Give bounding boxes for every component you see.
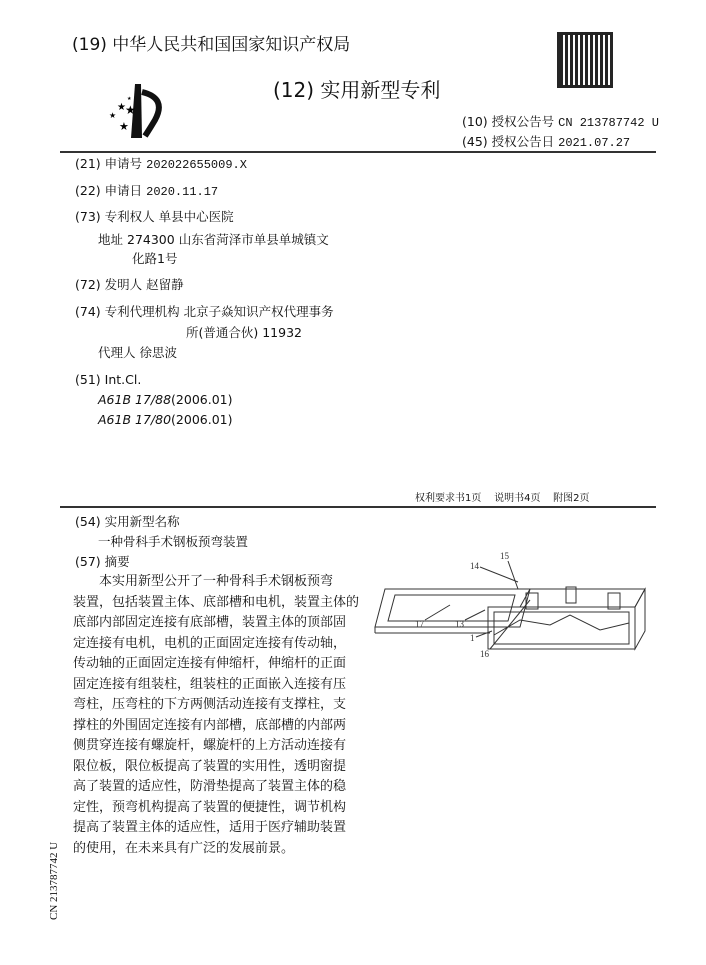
svg-text:★: ★ (117, 102, 126, 113)
abstract-label: (57) 摘要 (75, 554, 130, 569)
agency-label: (74) 专利代理机构 (75, 304, 180, 319)
figure-label: 14 (470, 561, 479, 571)
abstract-line: 弯柱，压弯柱的下方两侧活动连接有支撑柱，支 (73, 697, 347, 712)
address: 274300 山东省菏泽市单县单城镇文 (127, 232, 329, 247)
abstract-line: 限位板，限位板提高了装置的实用性，透明窗提 (73, 758, 347, 774)
agency: 北京子焱知识产权代理事务 (183, 304, 334, 319)
abstract-line: 本实用新型公开了一种骨科手术钢板预弯 (73, 574, 334, 589)
abstract-line: 装置，包括装置主体、底部槽和电机，装置主体的 (73, 594, 360, 610)
figure-label: 16 (480, 649, 489, 659)
app-date: 2020.11.17 (146, 185, 219, 199)
device-figure (370, 545, 650, 660)
abstract-line: 固定连接有组装柱，组装柱的正面嵌入连接有压 (73, 676, 347, 692)
abstract-line: 撑柱的外围固定连接有内部槽，底部槽的内部两 (73, 717, 347, 733)
page-count: 权利要求书1页 说明书4页 附图2页 (415, 493, 590, 504)
intcl-version: (2006.01) (171, 412, 233, 427)
agent: 徐思波 (139, 345, 178, 360)
pub-no-label: (10) 授权公告号 (462, 114, 555, 129)
office-name: (19) 中华人民共和国国家知识产权局 (72, 35, 351, 55)
figure-label: 17 (415, 619, 424, 629)
svg-text:★: ★ (125, 103, 136, 117)
inventor-label: (72) 发明人 (75, 277, 143, 292)
svg-text:★: ★ (127, 96, 132, 102)
side-pub-no: CN 213787742 U (48, 841, 60, 920)
intcl-version: (2006.01) (171, 392, 233, 407)
app-no-label: (21) 申请号 (75, 156, 143, 171)
agency-cont: 所(普通合伙) 11932 (186, 325, 302, 340)
figure-label: 1 (470, 633, 475, 643)
abstract-line: 定连接有电机，电机的正面固定连接有传动轴， (73, 635, 347, 651)
abstract-line: 高了装置的适应性，防滑垫提高了装置主体的稳 (73, 779, 347, 794)
qr-code (560, 35, 610, 85)
title-label: (54) 实用新型名称 (75, 514, 180, 529)
intcl-code: A61B 17/88 (98, 392, 172, 407)
abstract-line: 定性，预弯机构提高了装置的便捷性，调节机构 (73, 799, 347, 815)
app-date-label: (22) 申请日 (75, 183, 143, 198)
figure-label: 13 (455, 619, 464, 629)
app-no: 202022655009.X (146, 158, 247, 172)
figure-label: 15 (500, 551, 509, 561)
utility-model-title: 一种骨科手术钢板预弯装置 (98, 534, 249, 549)
address-label: 地址 (98, 232, 124, 247)
intcl-code: A61B 17/80 (98, 412, 172, 427)
svg-text:★: ★ (119, 120, 129, 133)
abstract-line: 侧贯穿连接有螺旋杆，螺旋杆的上方活动连接有 (73, 738, 347, 753)
pub-date: 2021.07.27 (558, 136, 631, 150)
abstract-line: 传动轴的正面固定连接有伸缩杆，伸缩杆的正面 (73, 656, 347, 671)
patentee-label: (73) 专利权人 (75, 209, 155, 224)
pub-no: CN 213787742 U (558, 116, 659, 130)
patent-type: (12) 实用新型专利 (273, 78, 441, 102)
cnipa-logo (105, 80, 175, 140)
inventor: 赵留静 (146, 277, 184, 292)
agent-label: 代理人 (98, 345, 136, 360)
abstract-line: 的使用，在未来具有广泛的发展前景。 (73, 840, 295, 856)
header-rule (60, 151, 656, 153)
intcl-label: (51) Int.Cl. (75, 372, 142, 387)
abstract-line: 底部内部固定连接有底部槽，装置主体的顶部固 (73, 615, 347, 630)
section-rule (60, 506, 656, 508)
pub-date-label: (45) 授权公告日 (462, 134, 555, 149)
patentee: 单县中心医院 (158, 209, 234, 224)
abstract-line: 提高了装置主体的适应性，适用于医疗辅助装置 (73, 820, 347, 835)
address-cont: 化路1号 (132, 251, 178, 266)
svg-text:★: ★ (109, 111, 117, 120)
